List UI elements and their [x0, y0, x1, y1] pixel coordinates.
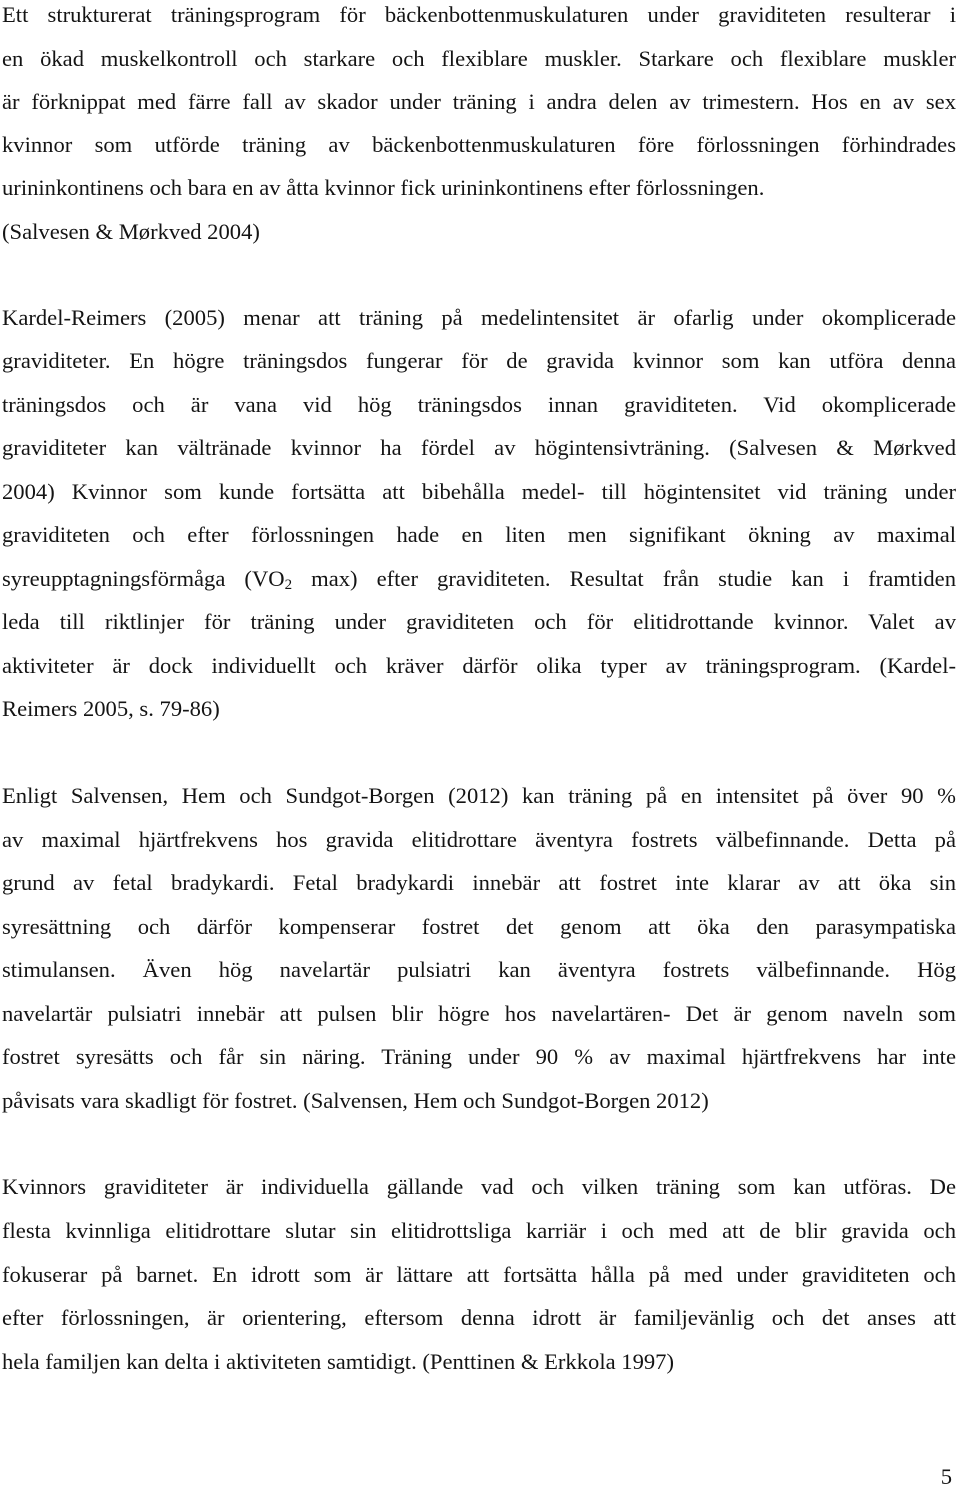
text-line: en ökad muskelkontroll och starkare och flexiblare muskler. Starkare och flexiblare muskler: [2, 46, 956, 71]
text-segment: max) efter graviditeten. Resultat från studie kan i framtiden: [292, 566, 956, 591]
text-line: graviditeter kan vältränade kvinnor ha fördel av högintensivträning. (Salvesen & Mørkved: [2, 435, 956, 460]
text-line: graviditeten och efter förlossningen hade en liten men signifikant ökning av maximal: [2, 522, 956, 547]
text-line: leda till riktlinjer för träning under graviditeten och för elitidrottande kvinnor. Valet av: [2, 609, 956, 634]
page-number: 5: [940, 1464, 952, 1489]
text-line: syresättning och därför kompenserar fostret det genom att öka den parasympatiska: [2, 914, 956, 939]
text-line: flesta kvinnliga elitidrottare slutar sin elitidrottsliga karriär i och med att de blir gravida och: [2, 1218, 956, 1243]
text-line: Reimers 2005, s. 79-86): [2, 696, 220, 721]
text-line: kvinnor som utförde träning av bäckenbottenmuskulaturen före förlossningen förhindrades: [2, 132, 956, 157]
text-line: [2, 564, 956, 594]
text-line: 2004) Kvinnor som kunde fortsätta att bibehålla medel- till högintensitet vid träning under: [2, 479, 956, 504]
text-line: av maximal hjärtfrekvens hos gravida elitidrottare äventyra fostrets välbefinnande. Detta på: [2, 827, 956, 852]
text-line: graviditeter. En högre träningsdos fungerar för de gravida kvinnor som kan utföra denna: [2, 348, 956, 373]
text-line: fokuserar på barnet. En idrott som är lättare att fortsätta hålla på med under graviditeten och: [2, 1262, 956, 1287]
text-line: Ett strukturerat träningsprogram för bäckenbottenmuskulaturen under graviditeten resulterar i: [2, 2, 956, 27]
text-line: navelartär pulsiatri innebär att pulsen blir högre hos navelartären- Det är genom naveln som: [2, 1001, 956, 1026]
text-line: är förknippat med färre fall av skador under träning i andra delen av trimestern. Hos en av sex: [2, 89, 956, 114]
text-line: grund av fetal bradykardi. Fetal bradykardi innebär att fostret inte klarar av att öka sin: [2, 870, 956, 895]
subscript: 2: [284, 577, 293, 593]
text-line: Enligt Salvensen, Hem och Sundgot-Borgen (2012) kan träning på en intensitet på över 90 %: [2, 783, 956, 808]
text-line: fostret syresätts och får sin näring. Träning under 90 % av maximal hjärtfrekvens har inte: [2, 1044, 956, 1069]
text-segment: syreupptagningsförmåga (VO: [2, 566, 285, 591]
text-line: träningsdos och är vana vid hög träningsdos innan graviditeten. Vid okomplicerade: [2, 392, 956, 417]
text-line: påvisats vara skadligt för fostret. (Salvensen, Hem och Sundgot-Borgen 2012): [2, 1088, 709, 1113]
text-line: urininkontinens och bara en av åtta kvinnor fick urininkontinens efter förlossningen.: [2, 175, 765, 200]
text-line: Kvinnors graviditeter är individuella gällande vad och vilken träning som kan utföras. De: [2, 1174, 956, 1199]
text-line: Kardel-Reimers (2005) menar att träning på medelintensitet är ofarlig under okomplicerade: [2, 305, 956, 330]
text-line: hela familjen kan delta i aktiviteten samtidigt. (Penttinen & Erkkola 1997): [2, 1349, 674, 1374]
text-line: (Salvesen & Mørkved 2004): [2, 219, 260, 244]
text-line: stimulansen. Även hög navelartär pulsiatri kan äventyra fostrets välbefinnande. Hög: [2, 957, 956, 982]
text-line: efter förlossningen, är orientering, eftersom denna idrott är familjevänlig och det anses att: [2, 1305, 956, 1330]
text-line: aktiviteter är dock individuellt och kräver därför olika typer av träningsprogram. (Kardel-: [2, 653, 956, 678]
